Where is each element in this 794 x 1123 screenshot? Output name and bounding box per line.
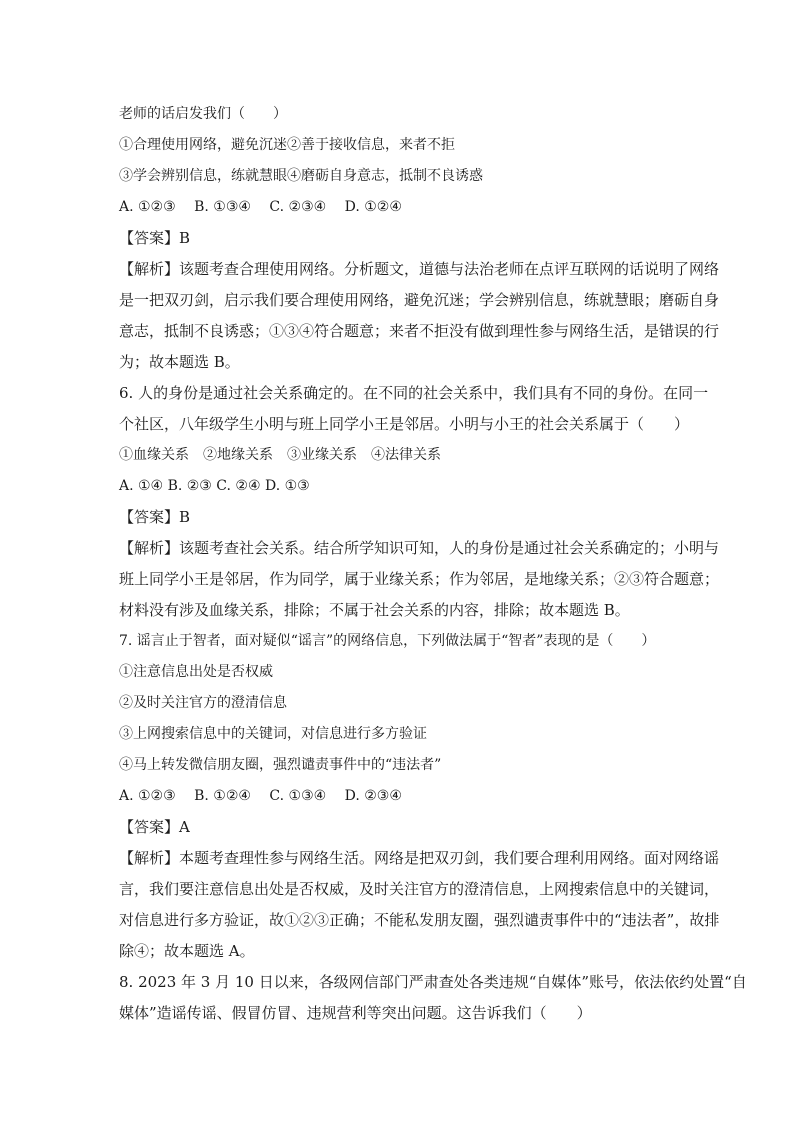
q5-stem-end: 老师的话启发我们（ ） — [119, 106, 287, 122]
q7-analysis-line-1: 【解析】本题考查理性参与网络生活。网络是把双刃剑，我们要合理利用网络。面对网络谣 — [119, 849, 720, 867]
q7-analysis-line-2: 言，我们要注意信息出处是否权威，及时关注官方的澄清信息，上网搜索信息中的关键词， — [119, 880, 720, 898]
q7-analysis-line-4: 除④；故本题选 A。 — [119, 942, 255, 960]
q7-option-2: ②及时关注官方的澄清信息 — [119, 695, 287, 711]
q7-option-4: ④马上转发微信朋友圈，强烈谴责事件中的“违法者” — [119, 757, 442, 773]
q7-choices: A. ①②③ B. ①②④ C. ①③④ D. ②③④ — [119, 788, 402, 804]
q6-stem-line-1: 6. 人的身份是通过社会关系确定的。在不同的社会关系中，我们具有不同的身份。在同一 — [119, 384, 709, 402]
q6-choices: A. ①④ B. ②③ C. ②④ D. ①③ — [119, 478, 310, 494]
q7-option-1: ①注意信息出处是否权威 — [119, 664, 273, 680]
q5-choices: A. ①②③ B. ①③④ C. ②③④ D. ①②④ — [119, 199, 402, 215]
q7-stem: 7. 谣言止于智者，面对疑似“谣言”的网络信息，下列做法属于“智者”表现的是（ ） — [119, 633, 656, 649]
q6-analysis-line-2: 班上同学小王是邻居，作为同学，属于业缘关系；作为邻居，是地缘关系；②③符合题意； — [119, 570, 720, 588]
q5-options-line-1: ①合理使用网络，避免沉迷②善于接收信息，来者不拒 — [119, 137, 455, 153]
q8-stem-line-2: 媒体”造谣传谣、假冒仿冒、违规营利等突出问题。这告诉我们（ ） — [119, 1004, 592, 1022]
q6-analysis-line-3: 材料没有涉及血缘关系，排除；不属于社会关系的内容，排除；故本题选 B。 — [119, 601, 630, 619]
q8-stem-line-1: 8. 2023 年 3 月 10 日以来，各级网信部门严肃查处各类违规“自媒体”账号，依法依约处置“自 — [119, 973, 747, 991]
q6-answer: 【答案】B — [119, 508, 191, 526]
q7-option-3: ③上网搜索信息中的关键词，对信息进行多方验证 — [119, 726, 427, 742]
q6-stem-line-2: 个社区，八年级学生小明与班上同学小王是邻居。小明与小王的社会关系属于（ ） — [119, 415, 690, 433]
q6-analysis-line-1: 【解析】该题考查社会关系。结合所学知识可知，人的身份是通过社会关系确定的；小明与 — [119, 539, 720, 557]
q5-analysis-line-3: 意志，抵制不良诱惑；①③④符合题意；来者不拒没有做到理性参与网络生活，是错误的行 — [119, 322, 720, 340]
q5-analysis-line-1: 【解析】该题考查合理使用网络。分析题文，道德与法治老师在点评互联网的话说明了网络 — [119, 260, 720, 278]
q6-options: ①血缘关系 ②地缘关系 ③业缘关系 ④法律关系 — [119, 447, 441, 463]
q5-options-line-2: ③学会辨别信息，练就慧眼④磨砺自身意志，抵制不良诱惑 — [119, 168, 483, 184]
q7-answer: 【答案】A — [119, 818, 190, 836]
q5-analysis-line-2: 是一把双刃剑，启示我们要合理使用网络，避免沉迷；学会辨别信息，练就慧眼；磨砺自身 — [119, 291, 720, 309]
q5-answer: 【答案】B — [119, 229, 191, 247]
q7-analysis-line-3: 对信息进行多方验证，故①②③正确；不能私发朋友圈，强烈谴责事件中的“违法者”，故排 — [119, 911, 720, 929]
q5-analysis-line-4: 为；故本题选 B。 — [119, 353, 240, 371]
